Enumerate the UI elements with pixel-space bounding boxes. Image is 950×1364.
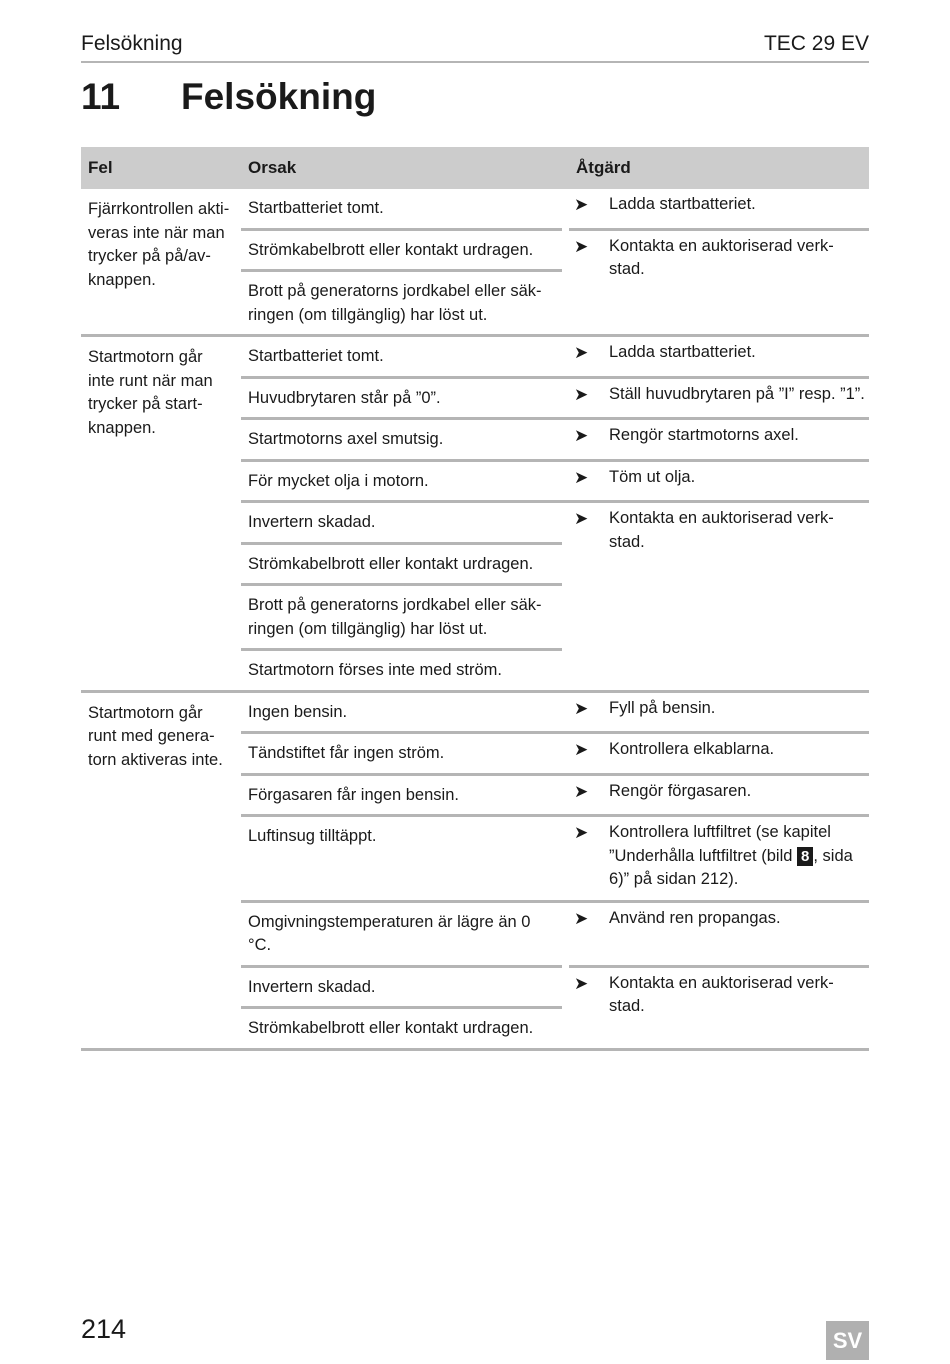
- fault-cell: Startmotorn går runt med genera-torn aktiveras inte.: [81, 690, 241, 1048]
- action-cell: [569, 417, 869, 459]
- action-text: Kontakta en auktoriserad verk-stad.: [609, 973, 834, 1015]
- cause-cell: Startbatteriet tomt.: [248, 199, 384, 217]
- header-model-name: TEC 29 EV: [763, 32, 869, 55]
- arrow-bullet-icon: ➤: [574, 509, 589, 528]
- arrow-bullet-icon: ➤: [574, 823, 589, 842]
- action-text: Kontakta en auktoriserad verk-stad.: [609, 236, 834, 278]
- cause-cell: Luftinsug tilltäppt.: [241, 814, 569, 900]
- arrow-bullet-icon: ➤: [574, 467, 589, 487]
- cause-cell: Strömkabelbrott eller kontakt urdragen.: [241, 228, 562, 270]
- action-text: Kontrollera luftfiltret (se kapitel ”Underhålla luftfiltret (bild: [609, 823, 831, 865]
- action-cell: [569, 228, 869, 335]
- action-cell: [569, 376, 869, 418]
- cause-cell: Brott på generatorns jordkabel eller säk-ringen (om tillgänglig) har löst ut.: [241, 269, 562, 334]
- arrow-bullet-icon: ➤: [574, 698, 589, 718]
- cause-cell: Huvudbrytaren står på ”0”.: [241, 376, 569, 418]
- action-cell: [569, 814, 869, 900]
- cause-cell: Förgasaren får ingen bensin.: [241, 773, 569, 815]
- arrow-bullet-icon: ➤: [574, 236, 589, 256]
- cause-cell: Startmotorns axel smutsig.: [241, 417, 569, 459]
- chapter-number: 11: [81, 76, 121, 117]
- cause-cell: Tändstiftet får ingen ström.: [241, 731, 569, 773]
- page-number: 214: [81, 1314, 127, 1344]
- cause-cell: Omgivningstemperaturen är lägre än 0 °C.: [241, 900, 569, 965]
- chapter-title-text: Felsökning: [181, 76, 377, 117]
- action-text: Rengör förgasaren.: [609, 781, 752, 800]
- action-cell: [569, 189, 869, 228]
- header-section-title: Felsökning: [81, 32, 183, 55]
- arrow-bullet-icon: ➤: [574, 384, 589, 404]
- cause-cell: Brott på generatorns jordkabel eller säk-ringen (om tillgänglig) har löst ut.: [241, 583, 562, 648]
- action-text-continued: , sida 6)” på sidan 212).: [609, 846, 853, 888]
- arrow-bullet-icon: ➤: [574, 426, 589, 445]
- action-cell: [569, 773, 869, 815]
- cause-cell: Startbatteriet tomt.: [241, 334, 569, 376]
- action-cell: [569, 459, 869, 501]
- action-cell: [569, 900, 869, 965]
- cause-cell: Startmotorn förses inte med ström.: [241, 648, 562, 690]
- action-text: Fyll på bensin.: [609, 698, 716, 717]
- action-cell: [569, 334, 869, 376]
- column-header-atgard: Åtgärd: [569, 147, 869, 189]
- troubleshooting-table: [81, 147, 869, 1051]
- page-header: [81, 30, 869, 63]
- action-cell: [569, 500, 869, 690]
- column-header-orsak: Orsak: [241, 147, 569, 189]
- arrow-bullet-icon: ➤: [574, 195, 589, 214]
- figure-reference-badge: 8: [797, 847, 813, 866]
- cause-cell: Strömkabelbrott eller kontakt urdragen.: [241, 1006, 562, 1048]
- action-text: Rengör startmotorns axel.: [609, 426, 799, 444]
- cause-cell: Strömkabelbrott eller kontakt urdragen.: [241, 542, 562, 584]
- fault-cell: Startmotorn går inte runt när man trycker på start-knappen.: [81, 334, 241, 690]
- cause-cell: Invertern skadad.: [241, 500, 569, 542]
- language-badge: SV: [826, 1321, 869, 1360]
- cause-cell: Ingen bensin.: [241, 690, 569, 732]
- action-cell: [569, 690, 869, 732]
- action-text: Kontrollera elkablarna.: [609, 740, 775, 758]
- fault-cell: Fjärrkontrollen akti-veras inte när man trycker på på/av-knappen.: [88, 200, 230, 289]
- action-text: Använd ren propangas.: [609, 908, 781, 927]
- arrow-bullet-icon: ➤: [574, 908, 589, 928]
- arrow-bullet-icon: ➤: [574, 973, 589, 993]
- action-text: Ställ huvudbrytaren på ”I” resp. ”1”.: [609, 384, 865, 403]
- action-text: Ladda startbatteriet.: [609, 195, 756, 213]
- arrow-bullet-icon: ➤: [574, 740, 589, 759]
- action-text: Kontakta en auktoriserad verk-stad.: [609, 509, 834, 551]
- action-text: Ladda startbatteriet.: [609, 343, 756, 361]
- action-text: Töm ut olja.: [609, 467, 696, 486]
- action-cell: [569, 731, 869, 773]
- action-cell: [569, 965, 869, 1048]
- arrow-bullet-icon: ➤: [574, 781, 589, 801]
- cause-cell: För mycket olja i motorn.: [241, 459, 569, 501]
- arrow-bullet-icon: ➤: [574, 343, 589, 362]
- chapter-title: [81, 76, 376, 118]
- column-header-fel: Fel: [81, 147, 241, 189]
- cause-cell: Invertern skadad.: [241, 965, 562, 1007]
